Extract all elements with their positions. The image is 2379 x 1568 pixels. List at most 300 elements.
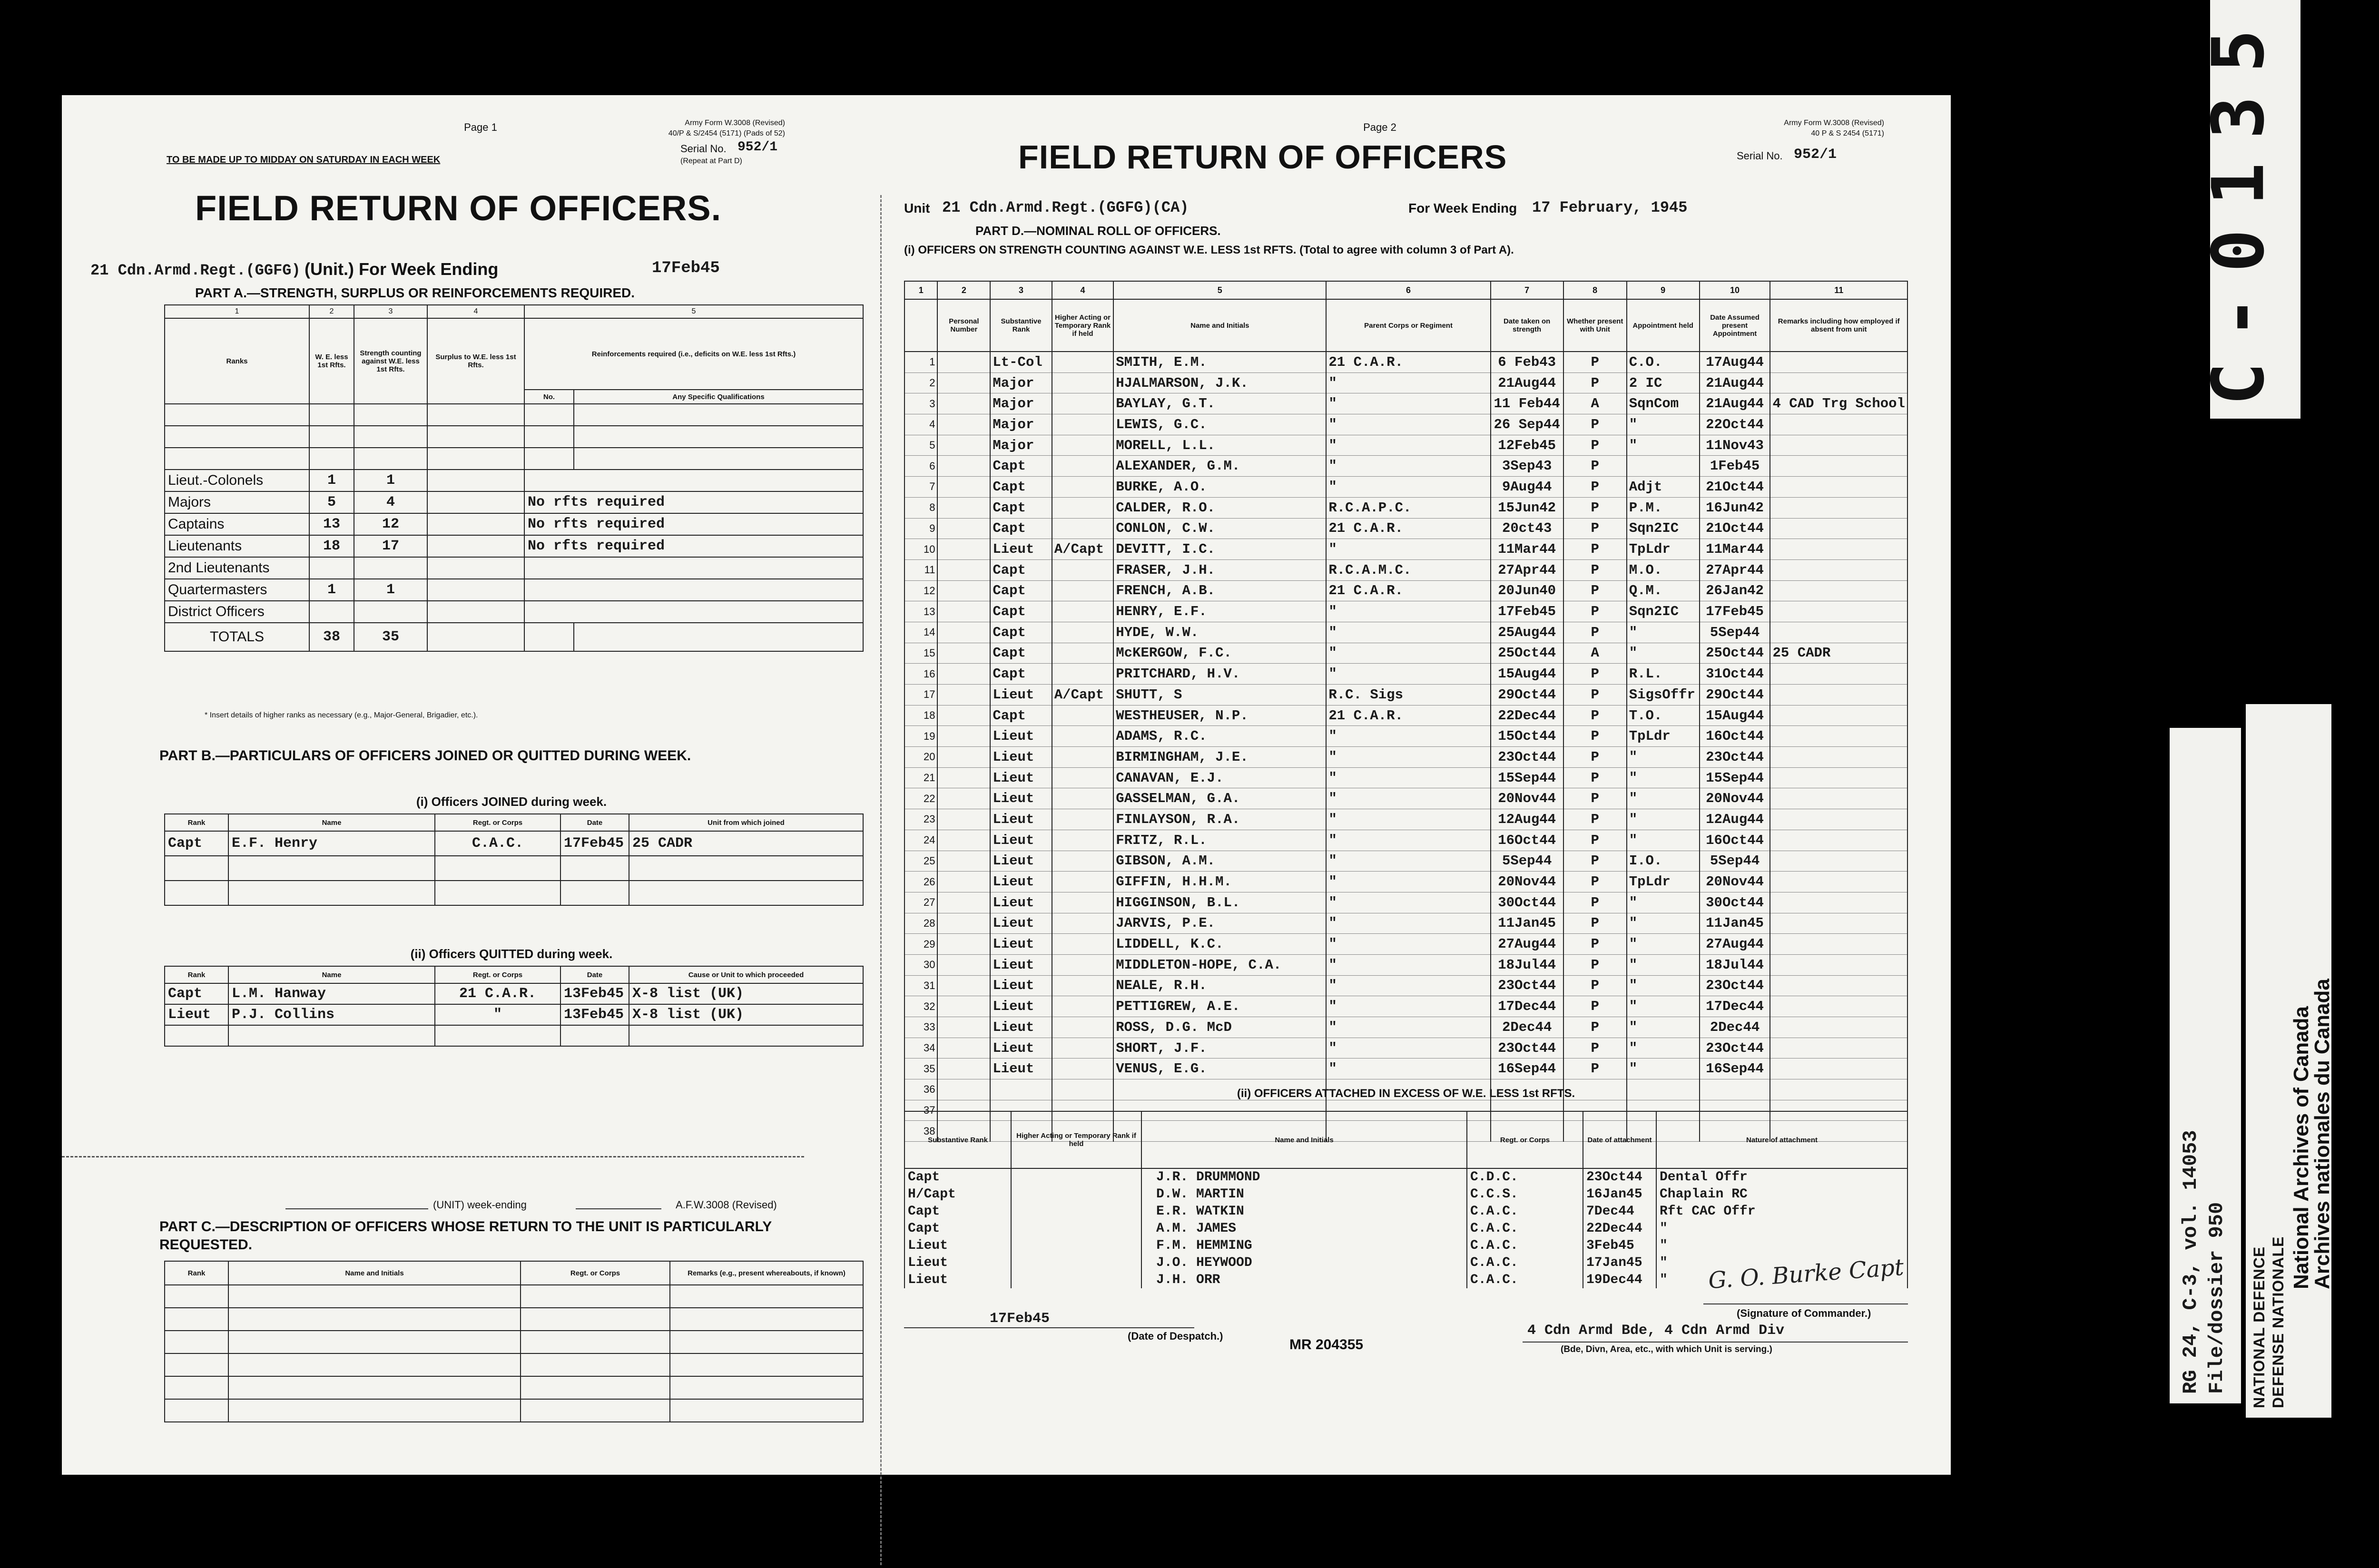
despatch-label: (Date of Despatch.) <box>1128 1330 1223 1342</box>
department-en: NATIONAL DEFENCE <box>2251 1246 2268 1408</box>
reference-line-2: File/dossier 950 <box>2205 1202 2228 1394</box>
personal-number <box>937 643 990 664</box>
substantive-rank: Major <box>990 372 1052 393</box>
remarks <box>1770 830 1907 851</box>
attached-rank: Lieut <box>904 1271 1011 1288</box>
appointment: " <box>1627 767 1700 788</box>
col-num: 3 <box>354 305 427 318</box>
table-row <box>904 809 1907 830</box>
column-header: Whether present with Unit <box>1563 299 1627 352</box>
personal-number <box>937 830 990 851</box>
attached-corps: C.A.C. <box>1467 1220 1583 1237</box>
row-number: 33 <box>904 1017 937 1038</box>
table-row <box>904 580 1907 601</box>
substantive-rank: Lieut <box>990 767 1052 788</box>
row-number: 2 <box>904 372 937 393</box>
table-row <box>904 643 1907 664</box>
officer-name: NEALE, R.H. <box>1113 975 1326 996</box>
table-row <box>165 1308 863 1331</box>
officer-name: HJALMARSON, J.K. <box>1113 372 1326 393</box>
remarks <box>1770 726 1907 747</box>
present-flag: P <box>1563 913 1627 934</box>
officer-name: MORELL, L.L. <box>1113 435 1326 456</box>
column-number: 8 <box>1563 281 1627 299</box>
appointment: " <box>1627 1017 1700 1038</box>
attached-corps: C.D.C. <box>1467 1168 1583 1186</box>
commander-signature: G. O. Burke Capt <box>1707 1254 1905 1294</box>
personal-number <box>937 664 990 685</box>
serial-value: 952/1 <box>737 140 778 155</box>
attached-rank: Capt <box>904 1203 1011 1220</box>
joined-corps: C.A.C. <box>435 831 560 856</box>
quitted-table <box>164 966 864 1047</box>
attached-acting <box>1011 1186 1141 1203</box>
appointment-date: 23Oct44 <box>1700 747 1770 768</box>
date-on-strength: 2Dec44 <box>1491 1017 1563 1038</box>
header-rank: Rank <box>165 966 228 983</box>
parent-corps: " <box>1326 601 1490 622</box>
appointment <box>1627 456 1700 477</box>
table-row <box>904 372 1907 393</box>
attached-nature: " <box>1656 1271 1907 1288</box>
acting-rank <box>1052 580 1113 601</box>
present-flag: P <box>1563 622 1627 643</box>
substantive-rank: Capt <box>990 477 1052 498</box>
attached-date: 19Dec44 <box>1583 1271 1656 1288</box>
appointment-date: 17Dec44 <box>1700 996 1770 1017</box>
personal-number <box>937 435 990 456</box>
row-number: 9 <box>904 518 937 539</box>
table-row <box>904 456 1907 477</box>
present-flag: P <box>1563 518 1627 539</box>
column-number: 6 <box>1326 281 1490 299</box>
substantive-rank: Capt <box>990 601 1052 622</box>
officer-name: HENRY, E.F. <box>1113 601 1326 622</box>
date-on-strength: 29Oct44 <box>1491 685 1563 706</box>
substantive-rank: Lieut <box>990 913 1052 934</box>
table-row <box>904 435 1907 456</box>
reference-line-1: RG 24, C-3, vol. 14053 <box>2179 1130 2202 1394</box>
col-num: 1 <box>165 305 309 318</box>
row-number: 35 <box>904 1058 937 1079</box>
personal-number <box>937 372 990 393</box>
table-row <box>904 414 1907 435</box>
acting-rank <box>1052 705 1113 726</box>
appointment: Adjt <box>1627 477 1700 498</box>
officer-name: HYDE, W.W. <box>1113 622 1326 643</box>
personal-number <box>937 767 990 788</box>
substantive-rank: Major <box>990 393 1052 414</box>
appointment: " <box>1627 622 1700 643</box>
table-row <box>904 913 1907 934</box>
reel-char: 3 <box>2197 96 2281 139</box>
week-ending: 17Feb45 <box>652 259 720 277</box>
acting-rank <box>1052 851 1113 872</box>
remarks: 4 CAD Trg School <box>1770 393 1907 414</box>
acting-rank <box>1052 497 1113 518</box>
personal-number <box>937 352 990 372</box>
joined-date: 17Feb45 <box>560 831 629 856</box>
remarks <box>1770 559 1907 580</box>
date-on-strength: 9Aug44 <box>1491 477 1563 498</box>
header-surplus: Surplus to W.E. less 1st Rfts. <box>427 318 524 404</box>
row-number: 18 <box>904 705 937 726</box>
strength-value: 1 <box>354 579 427 601</box>
totals-row <box>165 623 863 651</box>
serial-value: 952/1 <box>1794 147 1837 163</box>
present-flag: P <box>1563 435 1627 456</box>
serial-label: Serial No. <box>680 143 727 155</box>
reel-char: 1 <box>2197 162 2281 206</box>
section-1-title: (i) OFFICERS ON STRENGTH COUNTING AGAINST W.E. LESS 1st RFTS. (Total to agree with column 3 of Part A). <box>904 244 1514 256</box>
table-row <box>904 934 1907 955</box>
substantive-rank: Capt <box>990 643 1052 664</box>
substantive-rank: Lieut <box>990 1017 1052 1038</box>
parent-corps: " <box>1326 1017 1490 1038</box>
personal-number <box>937 934 990 955</box>
appointment-date: 20Nov44 <box>1700 872 1770 892</box>
appointment: T.O. <box>1627 705 1700 726</box>
remarks <box>1770 788 1907 809</box>
officer-name: ROSS, D.G. McD <box>1113 1017 1326 1038</box>
appointment-date: 16Oct44 <box>1700 726 1770 747</box>
appointment-date: 26Jan42 <box>1700 580 1770 601</box>
officer-name: WESTHEUSER, N.P. <box>1113 705 1326 726</box>
officer-name: CONLON, C.W. <box>1113 518 1326 539</box>
officer-name: DEVITT, I.C. <box>1113 539 1326 560</box>
reinf-note <box>524 470 863 491</box>
appointment: Sqn2IC <box>1627 601 1700 622</box>
date-on-strength: 23Oct44 <box>1491 1038 1563 1058</box>
appointment-date: 17Feb45 <box>1700 601 1770 622</box>
table-row <box>904 705 1907 726</box>
header-strength: Strength counting against W.E. less 1st Rfts. <box>354 318 427 404</box>
column-number: 1 <box>904 281 937 299</box>
totals-strength: 35 <box>354 623 427 651</box>
remarks <box>1770 435 1907 456</box>
date-on-strength: 16Sep44 <box>1491 1058 1563 1079</box>
table-row <box>904 747 1907 768</box>
personal-number <box>937 809 990 830</box>
page-one <box>62 95 845 1475</box>
date-on-strength: 5Sep44 <box>1491 851 1563 872</box>
substantive-rank: Lieut <box>990 685 1052 706</box>
appointment: " <box>1627 975 1700 996</box>
header-remarks: Remarks (e.g., present whereabouts, if known) <box>670 1261 863 1285</box>
personal-number <box>937 851 990 872</box>
date-on-strength: 11 Feb44 <box>1491 393 1563 414</box>
reel-char: C <box>2197 362 2281 406</box>
table-row <box>904 664 1907 685</box>
table-row <box>904 518 1907 539</box>
appointment-date: 20Nov44 <box>1700 788 1770 809</box>
we-value: 13 <box>309 513 354 535</box>
table-row <box>165 983 863 1004</box>
attached-corps: C.A.C. <box>1467 1271 1583 1288</box>
joined-title: (i) Officers JOINED during week. <box>416 794 607 809</box>
table-row <box>904 622 1907 643</box>
row-number: 22 <box>904 788 937 809</box>
appointment-date: 27Apr44 <box>1700 559 1770 580</box>
parent-corps: " <box>1326 767 1490 788</box>
appointment: TpLdr <box>1627 726 1700 747</box>
reinf-note: No rfts required <box>524 535 863 557</box>
parent-corps: " <box>1326 788 1490 809</box>
acting-rank <box>1052 726 1113 747</box>
personal-number <box>937 518 990 539</box>
attached-nature: " <box>1656 1220 1907 1237</box>
appointment: " <box>1627 934 1700 955</box>
officer-name: SMITH, E.M. <box>1113 352 1326 372</box>
personal-number <box>937 1017 990 1038</box>
date-on-strength: 23Oct44 <box>1491 975 1563 996</box>
appointment-date: 21Oct44 <box>1700 477 1770 498</box>
personal-number <box>937 954 990 975</box>
present-flag: P <box>1563 975 1627 996</box>
attached-date: 22Dec44 <box>1583 1220 1656 1237</box>
officer-name: FINLAYSON, R.A. <box>1113 809 1326 830</box>
acting-rank <box>1052 954 1113 975</box>
table-row <box>904 497 1907 518</box>
column-header: Name and Initials <box>1113 299 1326 352</box>
date-on-strength: 12Feb45 <box>1491 435 1563 456</box>
instruction-line: TO BE MADE UP TO MIDDAY ON SATURDAY IN EACH WEEK <box>167 155 441 165</box>
quitted-title: (ii) Officers QUITTED during week. <box>410 947 613 961</box>
attached-acting <box>1011 1203 1141 1220</box>
appointment-date: 15Aug44 <box>1700 705 1770 726</box>
appointment: TpLdr <box>1627 872 1700 892</box>
column-header: Date taken on strength <box>1491 299 1563 352</box>
column-header: Date Assumed present Appointment <box>1700 299 1770 352</box>
reinf-note <box>524 557 863 579</box>
remarks <box>1770 539 1907 560</box>
attached-date: 3Feb45 <box>1583 1237 1656 1254</box>
column-header <box>904 299 937 352</box>
col-num: 5 <box>524 305 863 318</box>
column-number: 4 <box>1052 281 1113 299</box>
personal-number <box>937 1038 990 1058</box>
parent-corps: " <box>1326 539 1490 560</box>
table-row <box>904 851 1907 872</box>
appointment-date: 16Jun42 <box>1700 497 1770 518</box>
row-number: 5 <box>904 435 937 456</box>
substantive-rank: Lieut <box>990 996 1052 1017</box>
row-number: 23 <box>904 809 937 830</box>
parent-corps: " <box>1326 643 1490 664</box>
remarks <box>1770 934 1907 955</box>
table-row <box>165 1353 863 1376</box>
table-row <box>904 892 1907 913</box>
present-flag: P <box>1563 352 1627 372</box>
attached-corps: C.A.C. <box>1467 1254 1583 1271</box>
table-row <box>165 1399 863 1422</box>
rank-label: Quartermasters <box>165 579 309 601</box>
week-blank-line <box>576 1208 661 1209</box>
table-row <box>904 788 1907 809</box>
form-code: 40 P & S 2454 (5171) <box>1811 129 1884 137</box>
remarks <box>1770 372 1907 393</box>
serial-note: (Repeat at Part D) <box>680 157 742 165</box>
header-sub-rank: Substantive Rank <box>904 1111 1011 1168</box>
rank-label: 2nd Lieutenants <box>165 557 309 579</box>
parent-corps: " <box>1326 435 1490 456</box>
header-qualifications: Any Specific Qualifications <box>574 390 863 404</box>
officer-name: SHORT, J.F. <box>1113 1038 1326 1058</box>
table-row <box>165 491 863 513</box>
appointment-date: 17Aug44 <box>1700 352 1770 372</box>
acting-rank <box>1052 975 1113 996</box>
row-number: 29 <box>904 934 937 955</box>
date-on-strength: 17Feb45 <box>1491 601 1563 622</box>
table-row <box>904 975 1907 996</box>
despatch-date: 17Feb45 <box>990 1311 1050 1327</box>
part-c-unit-line: (UNIT) week-ending <box>433 1199 527 1211</box>
strength-value: 17 <box>354 535 427 557</box>
reel-char: 0 <box>2197 229 2281 273</box>
column-header: Substantive Rank <box>990 299 1052 352</box>
parent-corps: 21 C.A.R. <box>1326 352 1490 372</box>
nominal-roll-table <box>904 281 1908 1142</box>
header-rank: Rank <box>165 814 228 831</box>
substantive-rank: Lieut <box>990 539 1052 560</box>
row-number: 12 <box>904 580 937 601</box>
officer-name: McKERGOW, F.C. <box>1113 643 1326 664</box>
table-row <box>904 559 1907 580</box>
serial-label: Serial No. <box>1737 150 1783 162</box>
page-title: FIELD RETURN OF OFFICERS. <box>195 188 722 228</box>
lac-name-fr: Archives nationales du Canada <box>2310 979 2334 1289</box>
joined-name: E.F. Henry <box>228 831 435 856</box>
parent-corps: " <box>1326 393 1490 414</box>
column-number: 5 <box>1113 281 1326 299</box>
quitted-rank: Capt <box>165 983 228 1004</box>
table-row <box>165 1004 863 1025</box>
present-flag: P <box>1563 788 1627 809</box>
header-corps: Regt. or Corps <box>435 966 560 983</box>
acting-rank <box>1052 372 1113 393</box>
parent-corps: " <box>1326 975 1490 996</box>
date-on-strength: 16Oct44 <box>1491 830 1563 851</box>
officer-name: HIGGINSON, B.L. <box>1113 892 1326 913</box>
signature-label: (Signature of Commander.) <box>1737 1307 1871 1319</box>
header-reinforcements: Reinforcements required (i.e., deficits on W.E. less 1st Rfts.) <box>524 318 863 390</box>
attached-date: 7Dec44 <box>1583 1203 1656 1220</box>
date-on-strength: 20Nov44 <box>1491 872 1563 892</box>
appointment-date: 30Oct44 <box>1700 892 1770 913</box>
parent-corps: " <box>1326 872 1490 892</box>
table-row <box>904 726 1907 747</box>
substantive-rank: Lieut <box>990 747 1052 768</box>
officer-name: BAYLAY, G.T. <box>1113 393 1326 414</box>
officer-name: SHUTT, S <box>1113 685 1326 706</box>
remarks <box>1770 622 1907 643</box>
substantive-rank: Capt <box>990 518 1052 539</box>
personal-number <box>937 539 990 560</box>
acting-rank <box>1052 747 1113 768</box>
rank-label: District Officers <box>165 601 309 623</box>
quitted-rank: Lieut <box>165 1004 228 1025</box>
present-flag: P <box>1563 414 1627 435</box>
attached-acting <box>1011 1271 1141 1288</box>
reinf-note <box>524 601 863 623</box>
acting-rank <box>1052 809 1113 830</box>
row-number: 4 <box>904 414 937 435</box>
tear-line <box>62 1156 804 1157</box>
personal-number <box>937 456 990 477</box>
present-flag: P <box>1563 851 1627 872</box>
table-row <box>904 1237 1907 1254</box>
page-label: Page 1 <box>464 121 497 133</box>
remarks <box>1770 580 1907 601</box>
signature-line <box>1703 1303 1908 1304</box>
acting-rank <box>1052 996 1113 1017</box>
appointment-date: 21Aug44 <box>1700 372 1770 393</box>
attached-name: J.R. DRUMMOND <box>1141 1168 1467 1186</box>
table-row <box>165 557 863 579</box>
attached-acting <box>1011 1220 1141 1237</box>
form-code: 40/P & S/2454 (5171) (Pads of 52) <box>668 129 785 137</box>
reel-char: 5 <box>2197 29 2281 73</box>
unit-label: Unit <box>904 201 930 216</box>
header-name: Name and Initials <box>1141 1111 1467 1168</box>
officer-name: LIDDELL, K.C. <box>1113 934 1326 955</box>
rank-label: Lieut.-Colonels <box>165 470 309 491</box>
date-on-strength: 25Oct44 <box>1491 643 1563 664</box>
substantive-rank: Capt <box>990 705 1052 726</box>
table-row <box>904 1203 1907 1220</box>
appointment: " <box>1627 643 1700 664</box>
attached-name: J.O. HEYWOOD <box>1141 1254 1467 1271</box>
appointment-date: 16Oct44 <box>1700 830 1770 851</box>
date-on-strength: 30Oct44 <box>1491 892 1563 913</box>
appointment-date: 5Sep44 <box>1700 622 1770 643</box>
present-flag: P <box>1563 1058 1627 1079</box>
column-header: Appointment held <box>1627 299 1700 352</box>
form-name: Army Form W.3008 (Revised) <box>685 119 785 127</box>
table-row <box>165 856 863 881</box>
appointment: SqnCom <box>1627 393 1700 414</box>
remarks <box>1770 685 1907 706</box>
bde-label: (Bde, Divn, Area, etc., with which Unit is serving.) <box>1561 1344 1772 1354</box>
appointment-date: 29Oct44 <box>1700 685 1770 706</box>
header-no: No. <box>524 390 574 404</box>
present-flag: P <box>1563 872 1627 892</box>
present-flag: A <box>1563 643 1627 664</box>
present-flag: P <box>1563 747 1627 768</box>
personal-number <box>937 601 990 622</box>
appointment-date: 23Oct44 <box>1700 1038 1770 1058</box>
personal-number <box>937 477 990 498</box>
quitted-corps: 21 C.A.R. <box>435 983 560 1004</box>
form-name: Army Form W.3008 (Revised) <box>1784 119 1884 127</box>
remarks <box>1770 872 1907 892</box>
appointment-date: 2Dec44 <box>1700 1017 1770 1038</box>
attached-rank: Capt <box>904 1168 1011 1186</box>
bde-line: 4 Cdn Armd Bde, 4 Cdn Armd Div <box>1527 1323 1785 1339</box>
joined-table <box>164 813 864 906</box>
appointment: " <box>1627 1058 1700 1079</box>
row-number: 7 <box>904 477 937 498</box>
appointment-date: 11Mar44 <box>1700 539 1770 560</box>
date-on-strength: 25Aug44 <box>1491 622 1563 643</box>
attached-nature: Dental Offr <box>1656 1168 1907 1186</box>
rank-label: Lieutenants <box>165 535 309 557</box>
appointment: " <box>1627 414 1700 435</box>
substantive-rank: Lieut <box>990 934 1052 955</box>
col-num: 2 <box>309 305 354 318</box>
present-flag: P <box>1563 1017 1627 1038</box>
parent-corps: " <box>1326 809 1490 830</box>
